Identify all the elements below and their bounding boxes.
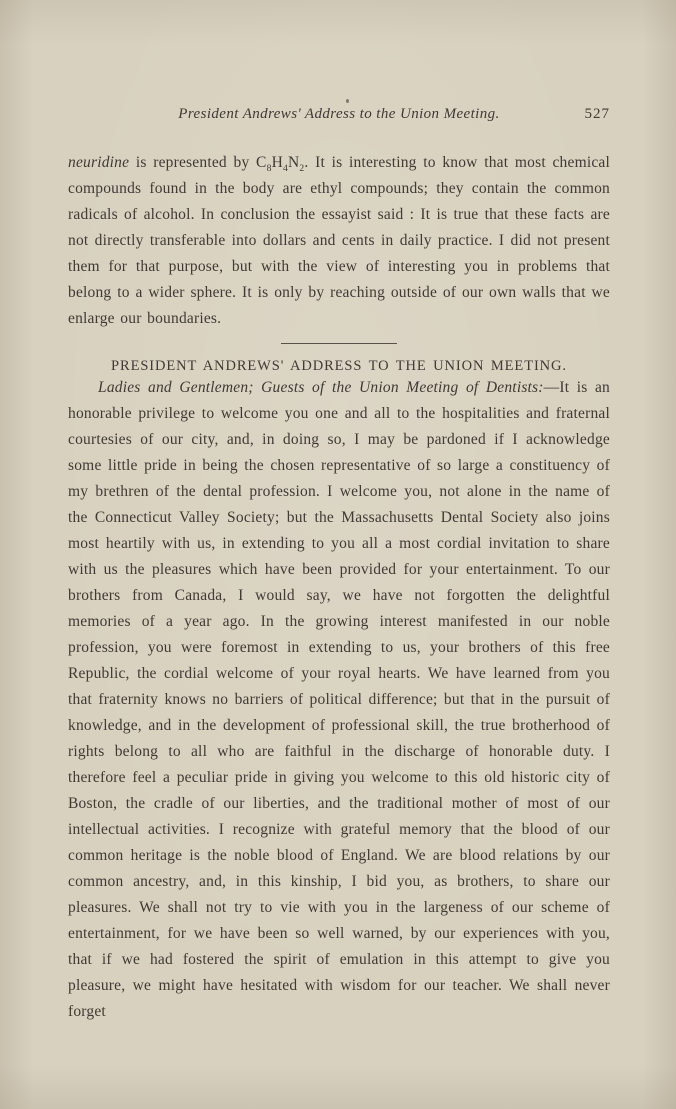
running-header-title: President Andrews' Address to the Union Meeting. [178,106,500,122]
salutation-italic: Ladies and Gentlemen; Guests of the Union Meeting of Dentists: [98,379,544,396]
page-content [68,106,610,1025]
italic-lead-word: neuridine [68,154,130,171]
para1-text-1: is represented by C [129,154,267,171]
para1-text-2: H [271,154,283,171]
address-paragraph [68,375,610,1025]
scan-speck [346,99,349,103]
address-body-text: —It is an honorable privilege to welcome you one and all to the hospitalities and fraternal courtesies of our city, and, in doing so, I may be pardoned if I acknowledge some little pride in being the chosen representative of so large a constituency of my brethren of the dental profession. I welcome you, not alone in the name of the Connecticut Valley Society; but the Massachusetts Dental Society also joins most heartily with us, in extending to you all a most cordial invitation to share with us the pleasures which have been provided for your entertainment. To our brothers from Canada, I would say, we have not forgotten the delightful memories of a year ago. In the growing interest manifested in our noble profession, you were foremost in extending to us, your brothers of this free Republic, the cordial welcome of your royal hearts. We have learned from you that fraternity knows no barriers of political difference; but that in the pursuit of knowledge, and in the development of professional skill, the true brotherhood of rights belong to all who are faithful in the discharge of honorable duty. I therefore feel a peculiar pride in giving you welcome to this old historic city of Boston, the cradle of our liberties, and the traditional mother of most of our intellectual activities. I recognize with grateful memory that the blood of our common heritage is the noble blood of England. We are blood relations by our common ancestry, and, in this kinship, I bid you, as brothers, to share our pleasures. We shall not try to vie with you in the largeness of our scheme of entertainment, for we have been so well warned, by our experiences with you, that if we had fostered the spirit of emulation in this attempt to give you pleasure, we might have hesitated with wisdom for our teacher. We shall never forget [68,379,610,1020]
section-divider-rule [281,343,397,344]
para1-text-3: N [287,154,300,171]
page-number: 527 [584,106,610,122]
running-header [68,106,610,136]
paragraph-continuation [68,150,610,332]
chemical-subscript-2: 4 [282,163,288,175]
para1-text-4: . It is interesting to know that most chemical compounds found in the body are ethyl compounds; they contain the common radicals of alcohol. In conclusion the essayist said : It is true that these facts are not directly transferable into dollars and cents in daily practice. I did not present them for that purpose, but with the view of interesting you in problems that belong to a wider sphere. It is only by reaching outside of our own walls that we enlarge our boundaries. [68,154,611,327]
chemical-subscript-3: 2 [299,163,305,175]
section-heading: PRESIDENT ANDREWS' ADDRESS TO THE UNION MEETING. [111,358,567,374]
chemical-subscript-1: 8 [266,163,272,175]
